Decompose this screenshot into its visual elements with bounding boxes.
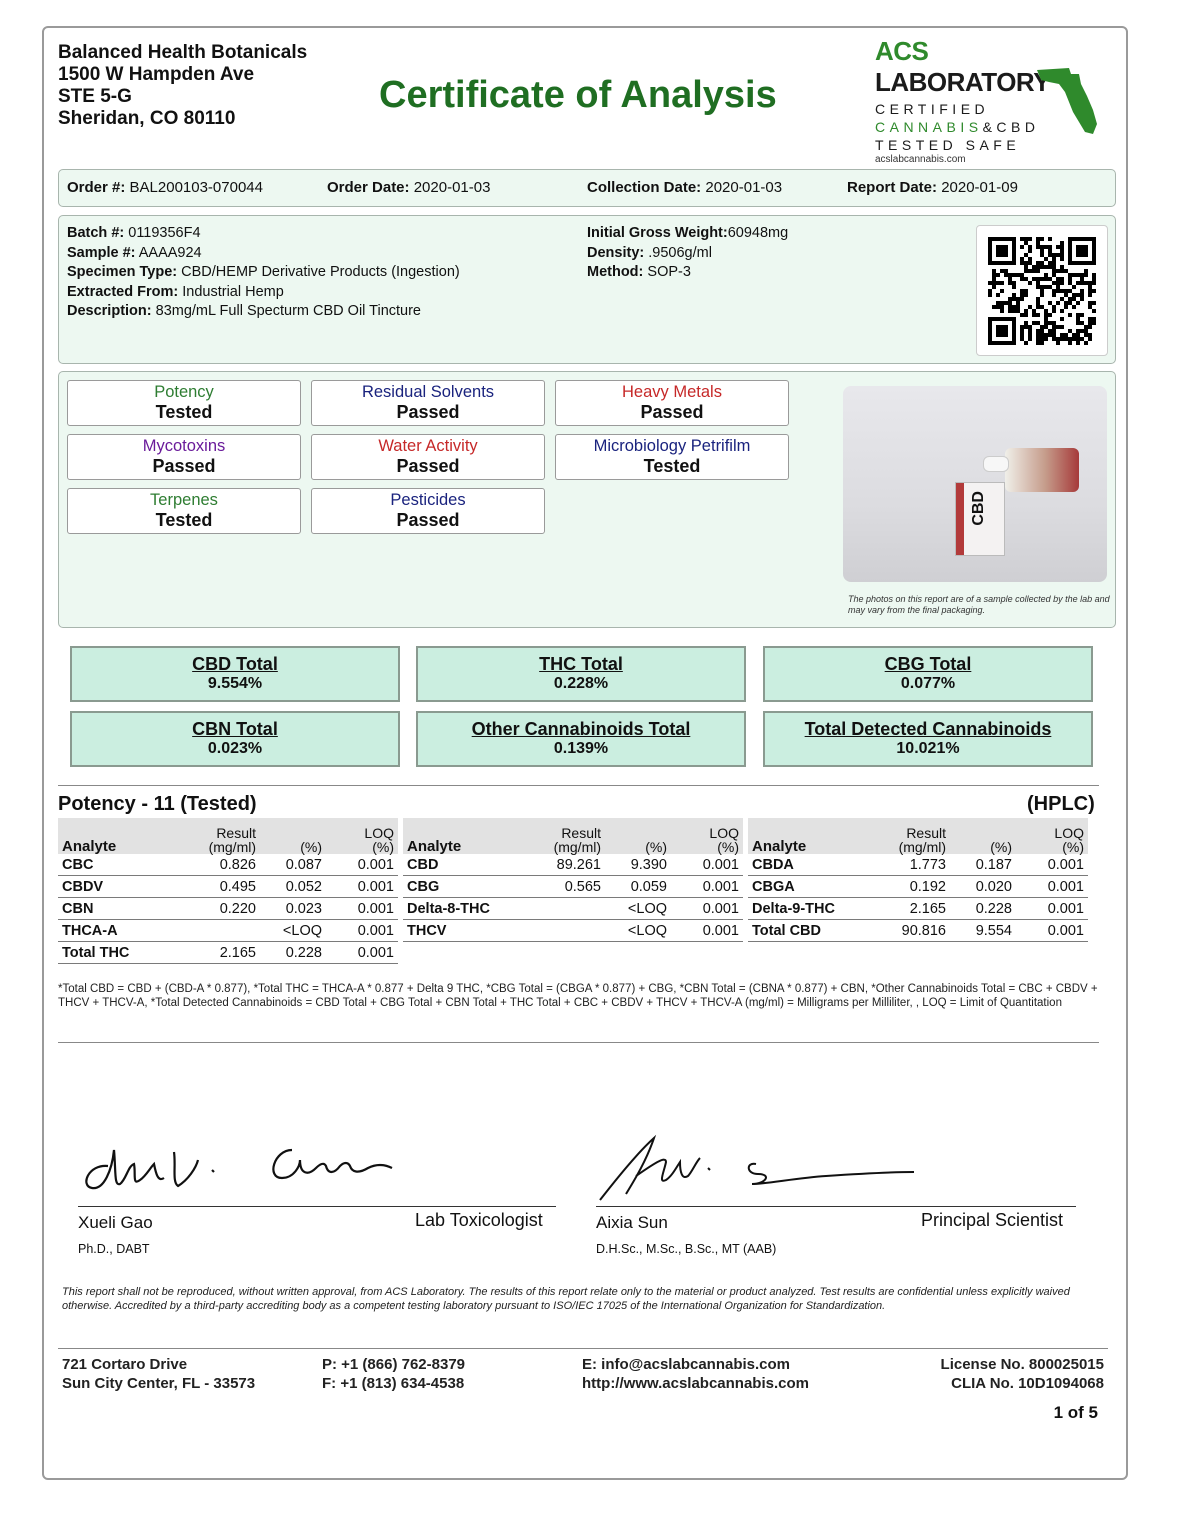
- report-date-label: Report Date:: [847, 179, 938, 196]
- total-value: 0.139%: [553, 740, 609, 757]
- loq-value: 0.001: [326, 898, 398, 920]
- description-label: Description:: [67, 303, 152, 319]
- test-name: Mycotoxins: [142, 437, 226, 455]
- analyte-header: Analyte: [58, 818, 170, 854]
- batch-value: 0119356F4: [128, 225, 201, 241]
- signer-1-role: Lab Toxicologist: [415, 1210, 543, 1230]
- lab-address: [62, 1355, 255, 1393]
- test-card: [67, 434, 301, 480]
- table-row: [748, 898, 1088, 920]
- logo-tested-safe: TESTED SAFE: [875, 137, 1021, 153]
- result-mgml: 2.165: [170, 942, 260, 964]
- result-percent: 9.390: [605, 854, 671, 876]
- client-suite: STE 5-G: [58, 86, 132, 107]
- total-value: 0.228%: [553, 675, 609, 692]
- loq-header: LOQ (%): [326, 818, 398, 854]
- total-name: Other Cannabinoids Total: [471, 719, 691, 739]
- report-date-value: 2020-01-09: [941, 179, 1018, 196]
- sample-label: Sample #:: [67, 244, 136, 261]
- test-name: Pesticides: [390, 491, 466, 509]
- result-mgml: 90.816: [860, 920, 950, 942]
- loq-header: LOQ (%): [1016, 818, 1088, 854]
- collection-date-label: Collection Date:: [587, 179, 702, 196]
- method-label: Method:: [587, 264, 644, 280]
- total-name: Total Detected Cannabinoids: [804, 719, 1052, 739]
- result-header: Result (mg/ml): [170, 818, 260, 854]
- table-row: [58, 898, 398, 920]
- loq-value: 0.001: [326, 854, 398, 876]
- test-card: [311, 380, 545, 426]
- result-percent: 0.228: [950, 898, 1016, 920]
- signer-1-credentials: Ph.D., DABT: [78, 1242, 150, 1256]
- table-row: [403, 876, 743, 898]
- result-percent: 9.554: [950, 920, 1016, 942]
- total-name: CBD Total: [192, 654, 278, 674]
- loq-header: LOQ (%): [671, 818, 743, 854]
- client-city: Sheridan, CO 80110: [58, 108, 236, 129]
- density-label: Density:: [587, 244, 645, 261]
- loq-value: 0.001: [671, 876, 743, 898]
- signature-line: [596, 1206, 1076, 1207]
- table-header-row: [748, 818, 1088, 854]
- batch-label: Batch #:: [67, 225, 125, 241]
- analyte-header: Analyte: [403, 818, 515, 854]
- test-status: Tested: [643, 456, 701, 476]
- table-row: [58, 876, 398, 898]
- order-number-label: Order #:: [67, 179, 126, 196]
- logo-cannabis: CANNABIS: [875, 119, 983, 135]
- loq-value: 0.001: [671, 920, 743, 942]
- divider: [58, 1348, 1108, 1349]
- loq-value: 0.001: [671, 898, 743, 920]
- client-street: 1500 W Hampden Ave: [58, 64, 255, 85]
- test-name: Potency: [154, 383, 214, 401]
- lab-fax: F: +1 (813) 634-4538: [322, 1375, 465, 1392]
- result-mgml: [515, 920, 605, 942]
- analyte-name: CBC: [58, 854, 170, 876]
- total-value: 9.554%: [207, 675, 263, 692]
- logo-url: acslabcannabis.com: [875, 154, 966, 165]
- loq-value: 0.001: [1016, 898, 1088, 920]
- test-card: [555, 434, 789, 480]
- analyte-name: CBN: [58, 898, 170, 920]
- signature-line: [78, 1206, 556, 1207]
- lab-licenses: [880, 1355, 1104, 1393]
- result-mgml: 2.165: [860, 898, 950, 920]
- total-name: CBN Total: [192, 719, 278, 739]
- total-name: THC Total: [539, 654, 623, 674]
- signature-xueli-gao: [78, 1130, 408, 1202]
- result-mgml: 89.261: [515, 854, 605, 876]
- weight-label: Initial Gross Weight:: [587, 225, 728, 241]
- analyte-name: CBDA: [748, 854, 860, 876]
- percent-header: (%): [260, 818, 326, 854]
- test-name: Heavy Metals: [622, 383, 722, 401]
- total-box: [416, 646, 746, 702]
- table-row: [58, 920, 398, 942]
- analyte-name: Delta-9-THC: [748, 898, 860, 920]
- table-row: [58, 854, 398, 876]
- logo-brand-acs: ACS: [875, 36, 929, 66]
- result-mgml: 0.826: [170, 854, 260, 876]
- percent-header: (%): [950, 818, 1016, 854]
- license-number: License No. 800025015: [940, 1356, 1104, 1373]
- clia-number: CLIA No. 10D1094068: [951, 1375, 1104, 1392]
- lab-contact-phone: [322, 1355, 465, 1393]
- analyte-header: Analyte: [748, 818, 860, 854]
- result-mgml: [170, 920, 260, 942]
- sample-info-panel: [58, 215, 1116, 364]
- potency-title: Potency - 11 (Tested): [58, 793, 257, 815]
- result-header: Result (mg/ml): [515, 818, 605, 854]
- test-card: [67, 380, 301, 426]
- table-row: [748, 920, 1088, 942]
- qr-code[interactable]: [976, 225, 1108, 356]
- test-card: [311, 488, 545, 534]
- lab-street: 721 Cortaro Drive: [62, 1356, 188, 1373]
- signer-2-role: Principal Scientist: [921, 1210, 1064, 1230]
- density-value: .9506g/ml: [648, 244, 712, 261]
- result-percent: 0.187: [950, 854, 1016, 876]
- loq-value: 0.001: [1016, 920, 1088, 942]
- potency-table: [58, 818, 398, 964]
- test-status: Passed: [640, 402, 704, 422]
- test-card: [311, 434, 545, 480]
- lab-city: Sun City Center, FL - 33573: [62, 1375, 256, 1392]
- loq-value: 0.001: [671, 854, 743, 876]
- test-status: Tested: [155, 402, 213, 422]
- product-bottle-image: [1005, 448, 1079, 492]
- divider: [58, 1042, 1099, 1043]
- logo-cbd: &CBD: [982, 119, 1040, 135]
- test-name: Residual Solvents: [361, 383, 495, 401]
- result-percent: 0.052: [260, 876, 326, 898]
- signer-2-name: Aixia Sun: [596, 1213, 668, 1232]
- analyte-name: Delta-8-THC: [403, 898, 515, 920]
- total-box: [70, 711, 400, 767]
- product-photo: [843, 386, 1107, 582]
- total-box: [763, 711, 1093, 767]
- potency-table: [748, 818, 1088, 942]
- table-row: [403, 920, 743, 942]
- order-date-label: Order Date:: [327, 179, 410, 196]
- collection-date-value: 2020-01-03: [705, 179, 783, 196]
- result-mgml: 0.220: [170, 898, 260, 920]
- result-percent: 0.020: [950, 876, 1016, 898]
- order-info-bar: [58, 169, 1116, 207]
- signature-aixia-sun: [596, 1132, 916, 1204]
- table-row: [748, 876, 1088, 898]
- lab-phone[interactable]: P: +1 (866) 762-8379: [322, 1356, 466, 1373]
- weight-value: 60948mg: [727, 225, 789, 241]
- extracted-label: Extracted From:: [67, 283, 179, 300]
- result-mgml: 1.773: [860, 854, 950, 876]
- test-status: Passed: [396, 510, 460, 530]
- result-percent: 0.023: [260, 898, 326, 920]
- test-status: Tested: [155, 510, 213, 530]
- client-address: [58, 42, 307, 130]
- analyte-name: CBD: [403, 854, 515, 876]
- order-number-value: BAL200103-070044: [129, 179, 263, 196]
- page-title: Certificate of Analysis: [379, 74, 777, 116]
- total-value: 0.023%: [207, 740, 263, 757]
- description-value: 83mg/mL Full Specturm CBD Oil Tincture: [155, 303, 422, 319]
- product-box-label: CBD: [970, 491, 987, 526]
- result-mgml: 0.495: [170, 876, 260, 898]
- client-name: Balanced Health Botanicals: [58, 42, 308, 63]
- calculation-footnote: *Total CBD = CBD + (CBD-A * 0.877), *Total THC = THCA-A * 0.877 + Delta 9 THC, *CBG Total = (CBGA * 0.877) + CBG, *CBN Total = (CBNA * 0.877) + CBN, *Other Cannabinoids Total = CBC + CBDV + THCV + THCV-A, *Total Detected Cannabinoids = CBD Total + CBG Total + CBN Total + THC Total + CBC + CBDV + THCV + THCV-A (mg/ml) = Milligrams per Milliliter, , LOQ = Limit of Quantitation: [58, 983, 1098, 1009]
- analyte-name: THCA-A: [58, 920, 170, 942]
- specimen-value: CBD/HEMP Derivative Products (Ingestion): [181, 264, 460, 280]
- test-name: Terpenes: [150, 491, 218, 509]
- total-box: [416, 711, 746, 767]
- result-percent: 0.228: [260, 942, 326, 964]
- signer-2-credentials: D.H.Sc., M.Sc., B.Sc., MT (AAB): [596, 1242, 777, 1256]
- total-box: [763, 646, 1093, 702]
- florida-map-icon: [1035, 66, 1099, 136]
- test-status: Passed: [396, 402, 460, 422]
- logo-certified: CERTIFIED: [875, 101, 990, 117]
- result-mgml: 0.192: [860, 876, 950, 898]
- result-percent: 0.059: [605, 876, 671, 898]
- divider: [58, 785, 1099, 786]
- lab-email-link[interactable]: E: info@acslabcannabis.com: [582, 1356, 791, 1373]
- total-value: 10.021%: [896, 740, 960, 757]
- result-percent: <LOQ: [260, 920, 326, 942]
- test-status: Passed: [152, 456, 216, 476]
- total-box: [70, 646, 400, 702]
- loq-value: 0.001: [326, 942, 398, 964]
- extracted-value: Industrial Hemp: [182, 283, 284, 300]
- specimen-label: Specimen Type:: [67, 264, 178, 280]
- table-row: [403, 854, 743, 876]
- table-row: [748, 854, 1088, 876]
- photo-caption: The photos on this report are of a sample collected by the lab and may vary from the final packaging.: [848, 594, 1110, 615]
- method-value: SOP-3: [647, 264, 691, 280]
- result-mgml: [515, 898, 605, 920]
- lab-website-link[interactable]: http://www.acslabcannabis.com: [582, 1375, 809, 1392]
- result-percent: <LOQ: [605, 898, 671, 920]
- acs-logo: [875, 36, 1105, 165]
- analyte-name: CBDV: [58, 876, 170, 898]
- bottle-dropper-image: [983, 456, 1009, 472]
- tests-panel: [58, 371, 1116, 628]
- analyte-name: THCV: [403, 920, 515, 942]
- analyte-name: Total THC: [58, 942, 170, 964]
- sample-value: AAAA924: [138, 244, 202, 261]
- total-name: CBG Total: [884, 654, 972, 674]
- product-box-image: [955, 482, 1005, 556]
- analyte-name: CBG: [403, 876, 515, 898]
- test-name: Water Activity: [378, 437, 478, 455]
- test-card: [555, 380, 789, 426]
- logo-brand-lab: LABORATORY: [875, 67, 1051, 97]
- test-status: Passed: [396, 456, 460, 476]
- lab-contact-web: [582, 1355, 809, 1393]
- loq-value: 0.001: [326, 876, 398, 898]
- result-header: Result (mg/ml): [860, 818, 950, 854]
- total-value: 0.077%: [900, 675, 956, 692]
- analyte-name: CBGA: [748, 876, 860, 898]
- table-header-row: [403, 818, 743, 854]
- analyte-name: Total CBD: [748, 920, 860, 942]
- loq-value: 0.001: [326, 920, 398, 942]
- order-date-value: 2020-01-03: [413, 179, 491, 196]
- result-percent: <LOQ: [605, 920, 671, 942]
- qr-code-icon: [988, 237, 1096, 345]
- percent-header: (%): [605, 818, 671, 854]
- test-name: Microbiology Petrifilm: [593, 437, 751, 455]
- potency-method: (HPLC): [1027, 793, 1095, 815]
- loq-value: 0.001: [1016, 854, 1088, 876]
- signer-1-name: Xueli Gao: [78, 1213, 153, 1232]
- potency-table: [403, 818, 743, 942]
- table-header-row: [58, 818, 398, 854]
- result-mgml: 0.565: [515, 876, 605, 898]
- loq-value: 0.001: [1016, 876, 1088, 898]
- test-card: [67, 488, 301, 534]
- page-number: 1 of 5: [1053, 1403, 1098, 1422]
- table-row: [58, 942, 398, 964]
- result-percent: 0.087: [260, 854, 326, 876]
- table-row: [403, 898, 743, 920]
- legal-disclaimer: This report shall not be reproduced, without written approval, from ACS Laboratory. The results of this report relate only to the material or product analyzed. Test results are confidential unless explicitly waived otherwise. Accredited by a third-party accrediting body as a competent testing laboratory pursuant to ISO/IEC 17025 of the International Organization for Standardization.: [62, 1286, 1070, 1312]
